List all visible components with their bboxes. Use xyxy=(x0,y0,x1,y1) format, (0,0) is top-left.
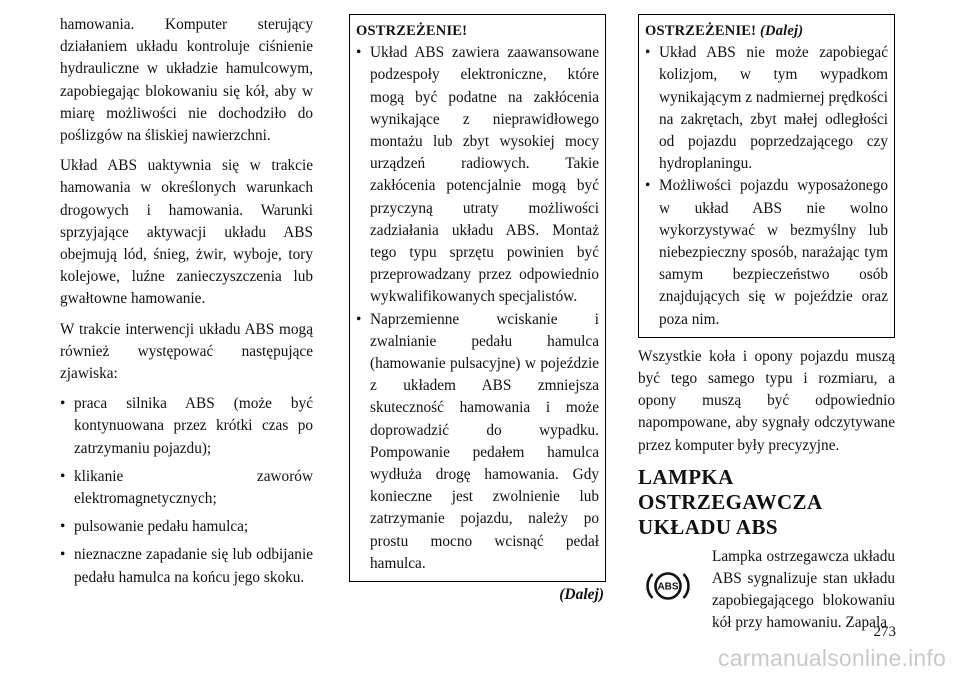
list-item: • klikanie zaworów elektromagnetycznych; xyxy=(60,466,313,510)
warning-continued-label: (Dalej) xyxy=(760,23,804,39)
section-heading xyxy=(638,465,895,540)
list-item: • Naprzemienne wciskanie i zwalnianie pedału hamulca (hamowanie pulsacyjne) w pojeździe z układem ABS zmniejsza skuteczność hamowania i może doprowadzić do wypadku. Pompowanie pedałem hamulca wydłuża drogę hamowania. Gdy konieczne jest zwolnienie lub zatrzymanie pojazdu, należy po prostu mocno wcisnąć pedał hamulca. xyxy=(356,309,599,575)
phenomena-list xyxy=(60,393,313,589)
continued-label: (Dalej) xyxy=(559,586,604,604)
list-item: • Układ ABS nie może zapobiegać kolizjom, w tym wypadkom wynikającym z nadmiernej prędkości na zakrętach, zbyt małej odległości od pojazdu poprzedzającego czy hydroplaningu. xyxy=(645,42,888,175)
list-item: • Możliwości pojazdu wyposażonego w układ ABS nie wolno wykorzystywać w bezmyślny lub niebezpieczny sposób, narażając tym samym bezpieczeństwo osób znajdujących się w pojeździe oraz poza nim. xyxy=(645,175,888,330)
column-right xyxy=(638,14,895,635)
warning-title xyxy=(645,20,888,42)
abs-lamp-row xyxy=(638,546,895,635)
list-item: • praca silnika ABS (może być kontynuowana przez krótki czas po zatrzymaniu pojazdu); xyxy=(60,393,313,460)
heading-line: OSTRZEGAWCZA xyxy=(638,489,823,514)
list-item: • nieznaczne zapadanie się lub odbijanie pedału hamulca na końcu jego skoku. xyxy=(60,544,313,588)
column-left xyxy=(60,14,313,595)
paragraph-tires: Wszystkie koła i opony pojazdu muszą być tego samego typu i rozmiaru, a opony muszą być odpowiednio napompowane, aby sygnały odczytywane przez komputer były precyzyjne. xyxy=(638,347,895,454)
paragraph-abs-activation: Układ ABS uaktywnia się w trakcie hamowania w określonych warunkach drogowych i hamowania. Warunki sprzyjające aktywacji układu ABS obejmują lód, śnieg, żwir, wyboje, tory kolejowe, luźne zanieczyszczenia lub gwałtowne hamowanie. xyxy=(60,157,313,308)
list-item: • pulsowanie pedału hamulca; xyxy=(60,516,313,538)
warning-list xyxy=(356,42,599,575)
abs-icon-label: ABS xyxy=(657,581,679,593)
abs-warning-icon xyxy=(646,568,696,611)
warning-title-text: OSTRZEŻENIE! xyxy=(645,23,757,39)
warning-box xyxy=(349,14,606,582)
abs-lamp-text: Lampka ostrzegawcza układu ABS sygnalizuje stan układu zapobiegającego blokowaniu kół przy hamowaniu. Zapala xyxy=(712,547,895,632)
warning-title: OSTRZEŻENIE! xyxy=(356,23,468,39)
warning-box-continued xyxy=(638,14,895,338)
heading-line: UKŁADU ABS xyxy=(638,514,778,539)
watermark: carmanualsonline.info xyxy=(718,645,946,671)
warning-list xyxy=(645,42,888,331)
paragraph-abs-phenomena: W trakcie interwencji układu ABS mogą również występować następujące zjawiska: xyxy=(60,320,313,383)
column-middle xyxy=(349,14,606,606)
page-number: 273 xyxy=(873,624,896,640)
heading-line: LAMPKA xyxy=(638,464,734,489)
paragraph-hamowania: hamowania. Komputer sterujący działaniem układu kontroluje ciśnienie hydrauliczne w układzie hamulcowym, zapobiegając blokowaniu się kół, aby w miarę możliwości nie dochodziło do poślizgów na śliskiej nawierzchni. xyxy=(60,16,313,145)
list-item: • Układ ABS zawiera zaawansowane podzespoły elektroniczne, które mogą być podatne na zakłócenia wynikające z nieprawidłowego montażu lub zbyt wysokiej mocy urządzeń radiowych. Takie zakłócenia potencjalnie mogą być przyczyną utraty możliwości zadziałania układu ABS. Montaż tego typu sprzętu powinien być przeprowadzany przez odpowiednio wykwalifikowanych specjalistów. xyxy=(356,42,599,308)
